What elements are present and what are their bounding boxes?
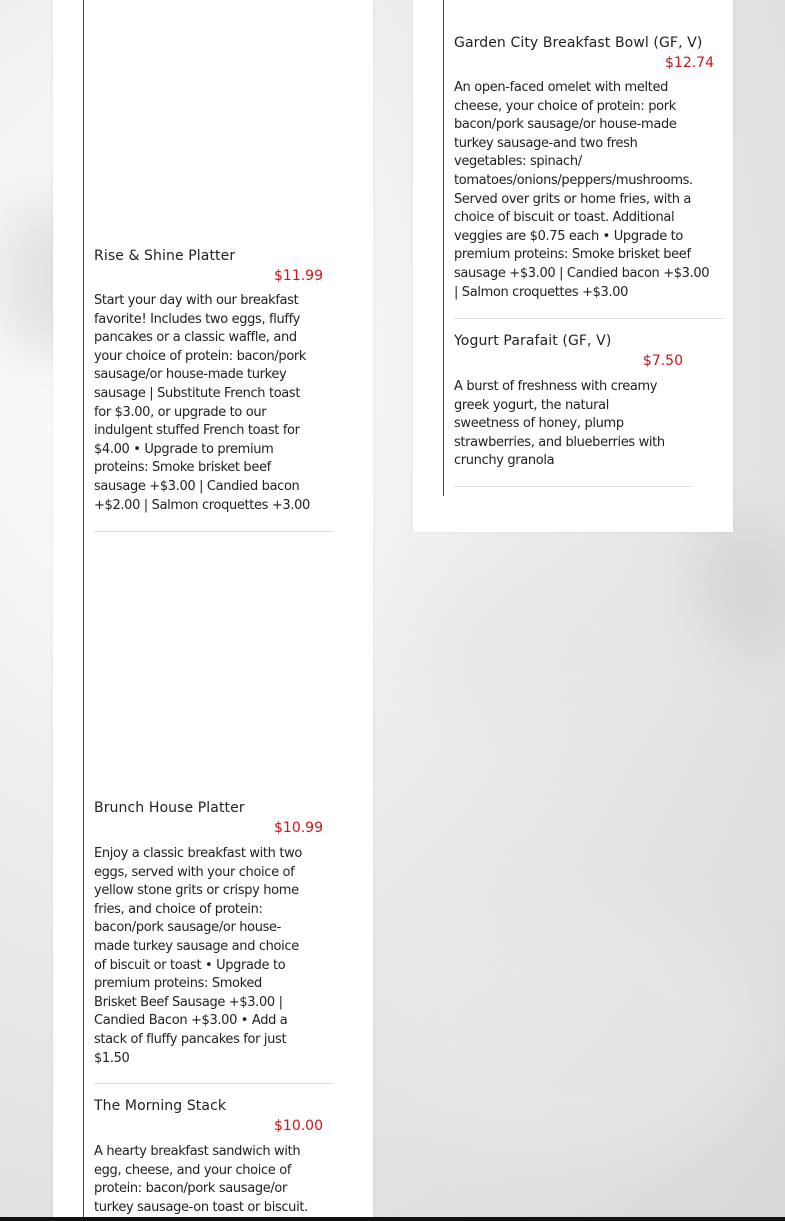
menu-item-title: The Morning Stack: [94, 1098, 227, 1114]
accent-rule-left: [83, 0, 84, 1221]
menu-item-description: A burst of freshness with creamy greek yogurt, the natural sweetness of honey, plump strawberries, and blueberries with crunchy granola: [454, 379, 665, 469]
menu-divider: [94, 1083, 334, 1084]
menu-item-title: Rise & Shine Platter: [94, 248, 236, 264]
menu-item-description: A hearty breakfast sandwich with egg, cheese, and your choice of protein: bacon/pork sausage/or turkey sausage-on toast or biscuit.: [94, 1144, 308, 1215]
accent-rule-right: [443, 0, 444, 496]
background-cloud: [420, 560, 720, 740]
menu-item-title: Garden City Breakfast Bowl (GF, V): [454, 35, 703, 51]
menu-item-title: Yogurt Parafait (GF, V): [454, 333, 612, 349]
menu-item-price: $10.99: [274, 820, 323, 836]
menu-item-price: $10.00: [274, 1118, 323, 1134]
menu-item-price: $7.50: [642, 353, 683, 369]
menu-divider: [94, 531, 334, 532]
menu-item-description: Start your day with our breakfast favorite! Includes two eggs, fluffy pancakes or a classic waffle, and your choice of protein: bacon/pork sausage/or house-made turkey sausage | Substitute French toast for $3.00, or upgrade to our indulgent stuffed French toast for $4.00 • Upgrade to premium proteins: Smoke brisket beef sausage +$3.00 | Candied bacon +$2.00 | Salmon croquettes +3.00: [94, 293, 310, 513]
background-cloud: [380, 900, 760, 1160]
bottom-edge-bar: [0, 1217, 785, 1221]
menu-item-price: $11.99: [274, 268, 323, 284]
menu-item-price: $12.74: [665, 55, 714, 71]
menu-item-title: Brunch House Platter: [94, 800, 245, 816]
menu-item-description: Enjoy a classic breakfast with two eggs, served with your choice of yellow stone grits or crispy home fries, and choice of protein: bacon/pork sausage/or house-made turkey sausage and choice of biscuit or toast • Upgrade to premium proteins: Smoked Brisket Beef Sausage +$3.00 | Candied Bacon +$3.00 • Add a stack of fluffy pancakes for just $1.50: [94, 846, 302, 1066]
menu-divider: [454, 486, 693, 487]
menu-item-description: An open-faced omelet with melted cheese, your choice of protein: pork bacon/pork sausage/or house-made turkey sausage-and two fresh vegetables: spinach/ tomatoes/onions/peppers/mushrooms. Served over grits or home fries, with a choice of biscuit or toast. Additional veggies are $0.75 each • Upgrade to premium proteins: Smoke brisket beef sausage +$3.00 | Candied bacon +$3.00 | Salmon croquettes +$3.00: [454, 80, 710, 300]
menu-divider: [454, 318, 725, 319]
